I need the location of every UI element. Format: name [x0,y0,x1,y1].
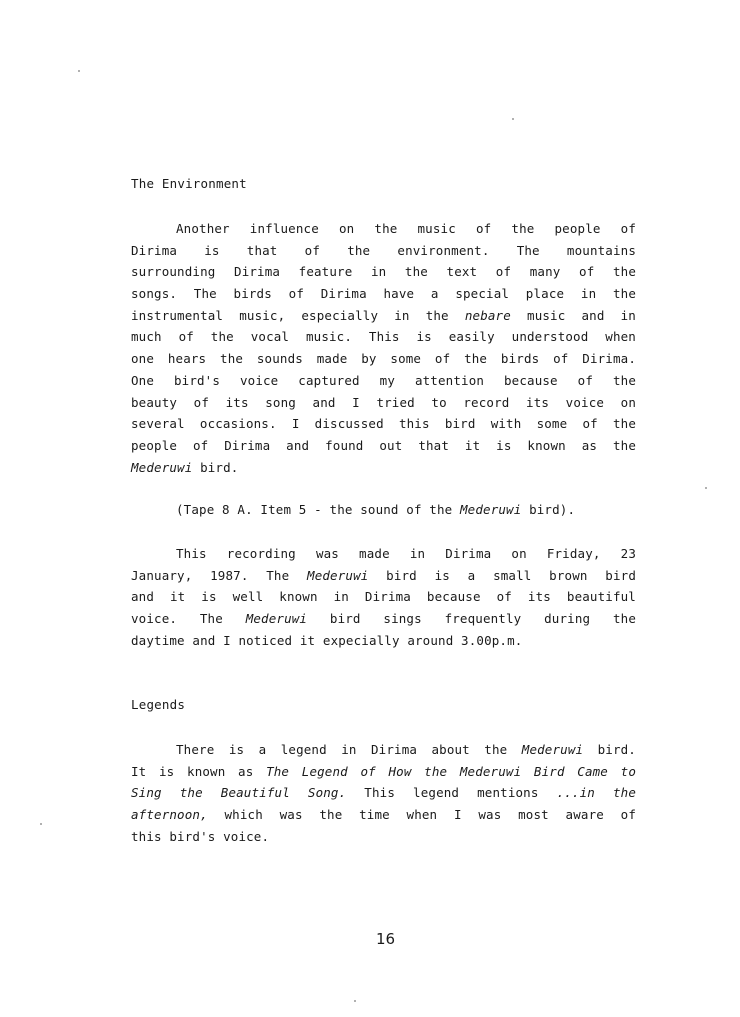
text-line: one hears the sounds made by some of the birds of Dirima. [131,351,636,367]
scan-speck [705,487,707,489]
paragraph-environment [131,218,636,478]
text-line: This recording was made in Dirima on Friday, 23 [176,546,636,561]
scan-speck [40,823,42,825]
text-line: voice. The Mederuwi bird sings frequently during the [131,611,637,627]
page-number: 16 [376,930,396,948]
text-line: January, 1987. The Mederuwi bird is a small brown bird [131,567,636,583]
paragraph-legends [131,739,636,847]
text-line: Dirima is that of the environment. The mountains [131,242,636,258]
text-line: and it is well known in Dirima because of its beautiful [131,589,636,605]
paragraph-recording [131,543,636,651]
text-line: One bird's voice captured my attention because of the [131,372,636,388]
text-line: Sing the Beautiful Song. This legend mentions ...in the [131,785,636,801]
scan-speck [354,1000,356,1002]
text-line: instrumental music, especially in the nebare music and in [131,307,636,323]
text-line: Mederuwi bird. [131,459,239,475]
text-line: much of the vocal music. This is easily understood when [131,329,636,345]
text-line: surrounding Dirima feature in the text of many of the [131,264,636,280]
text-line: several occasions. I discussed this bird with some of the [131,416,636,432]
text-line: afternoon, which was the time when I was most aware of [131,807,636,823]
text-line: songs. The birds of Dirima have a special place in the [131,286,636,302]
scan-speck [512,118,514,120]
text-line: Another influence on the music of the people of [176,221,636,236]
text-line: There is a legend in Dirima about the Mederuwi bird. [176,742,636,757]
tape-reference: (Tape 8 A. Item 5 - the sound of the Mederuwi bird). [176,502,576,517]
text-line: this bird's voice. [131,828,270,844]
section-heading-environment: The Environment [131,176,247,191]
section-heading-legends: Legends [131,697,186,712]
text-line: beauty of its song and I tried to record its voice on [131,394,636,410]
text-line: daytime and I noticed it expecially around 3.00p.m. [131,632,523,648]
text-line: It is known as The Legend of How the Mederuwi Bird Came to [131,763,636,779]
text-line: people of Dirima and found out that it is known as the [131,437,636,453]
scan-speck [78,70,80,72]
